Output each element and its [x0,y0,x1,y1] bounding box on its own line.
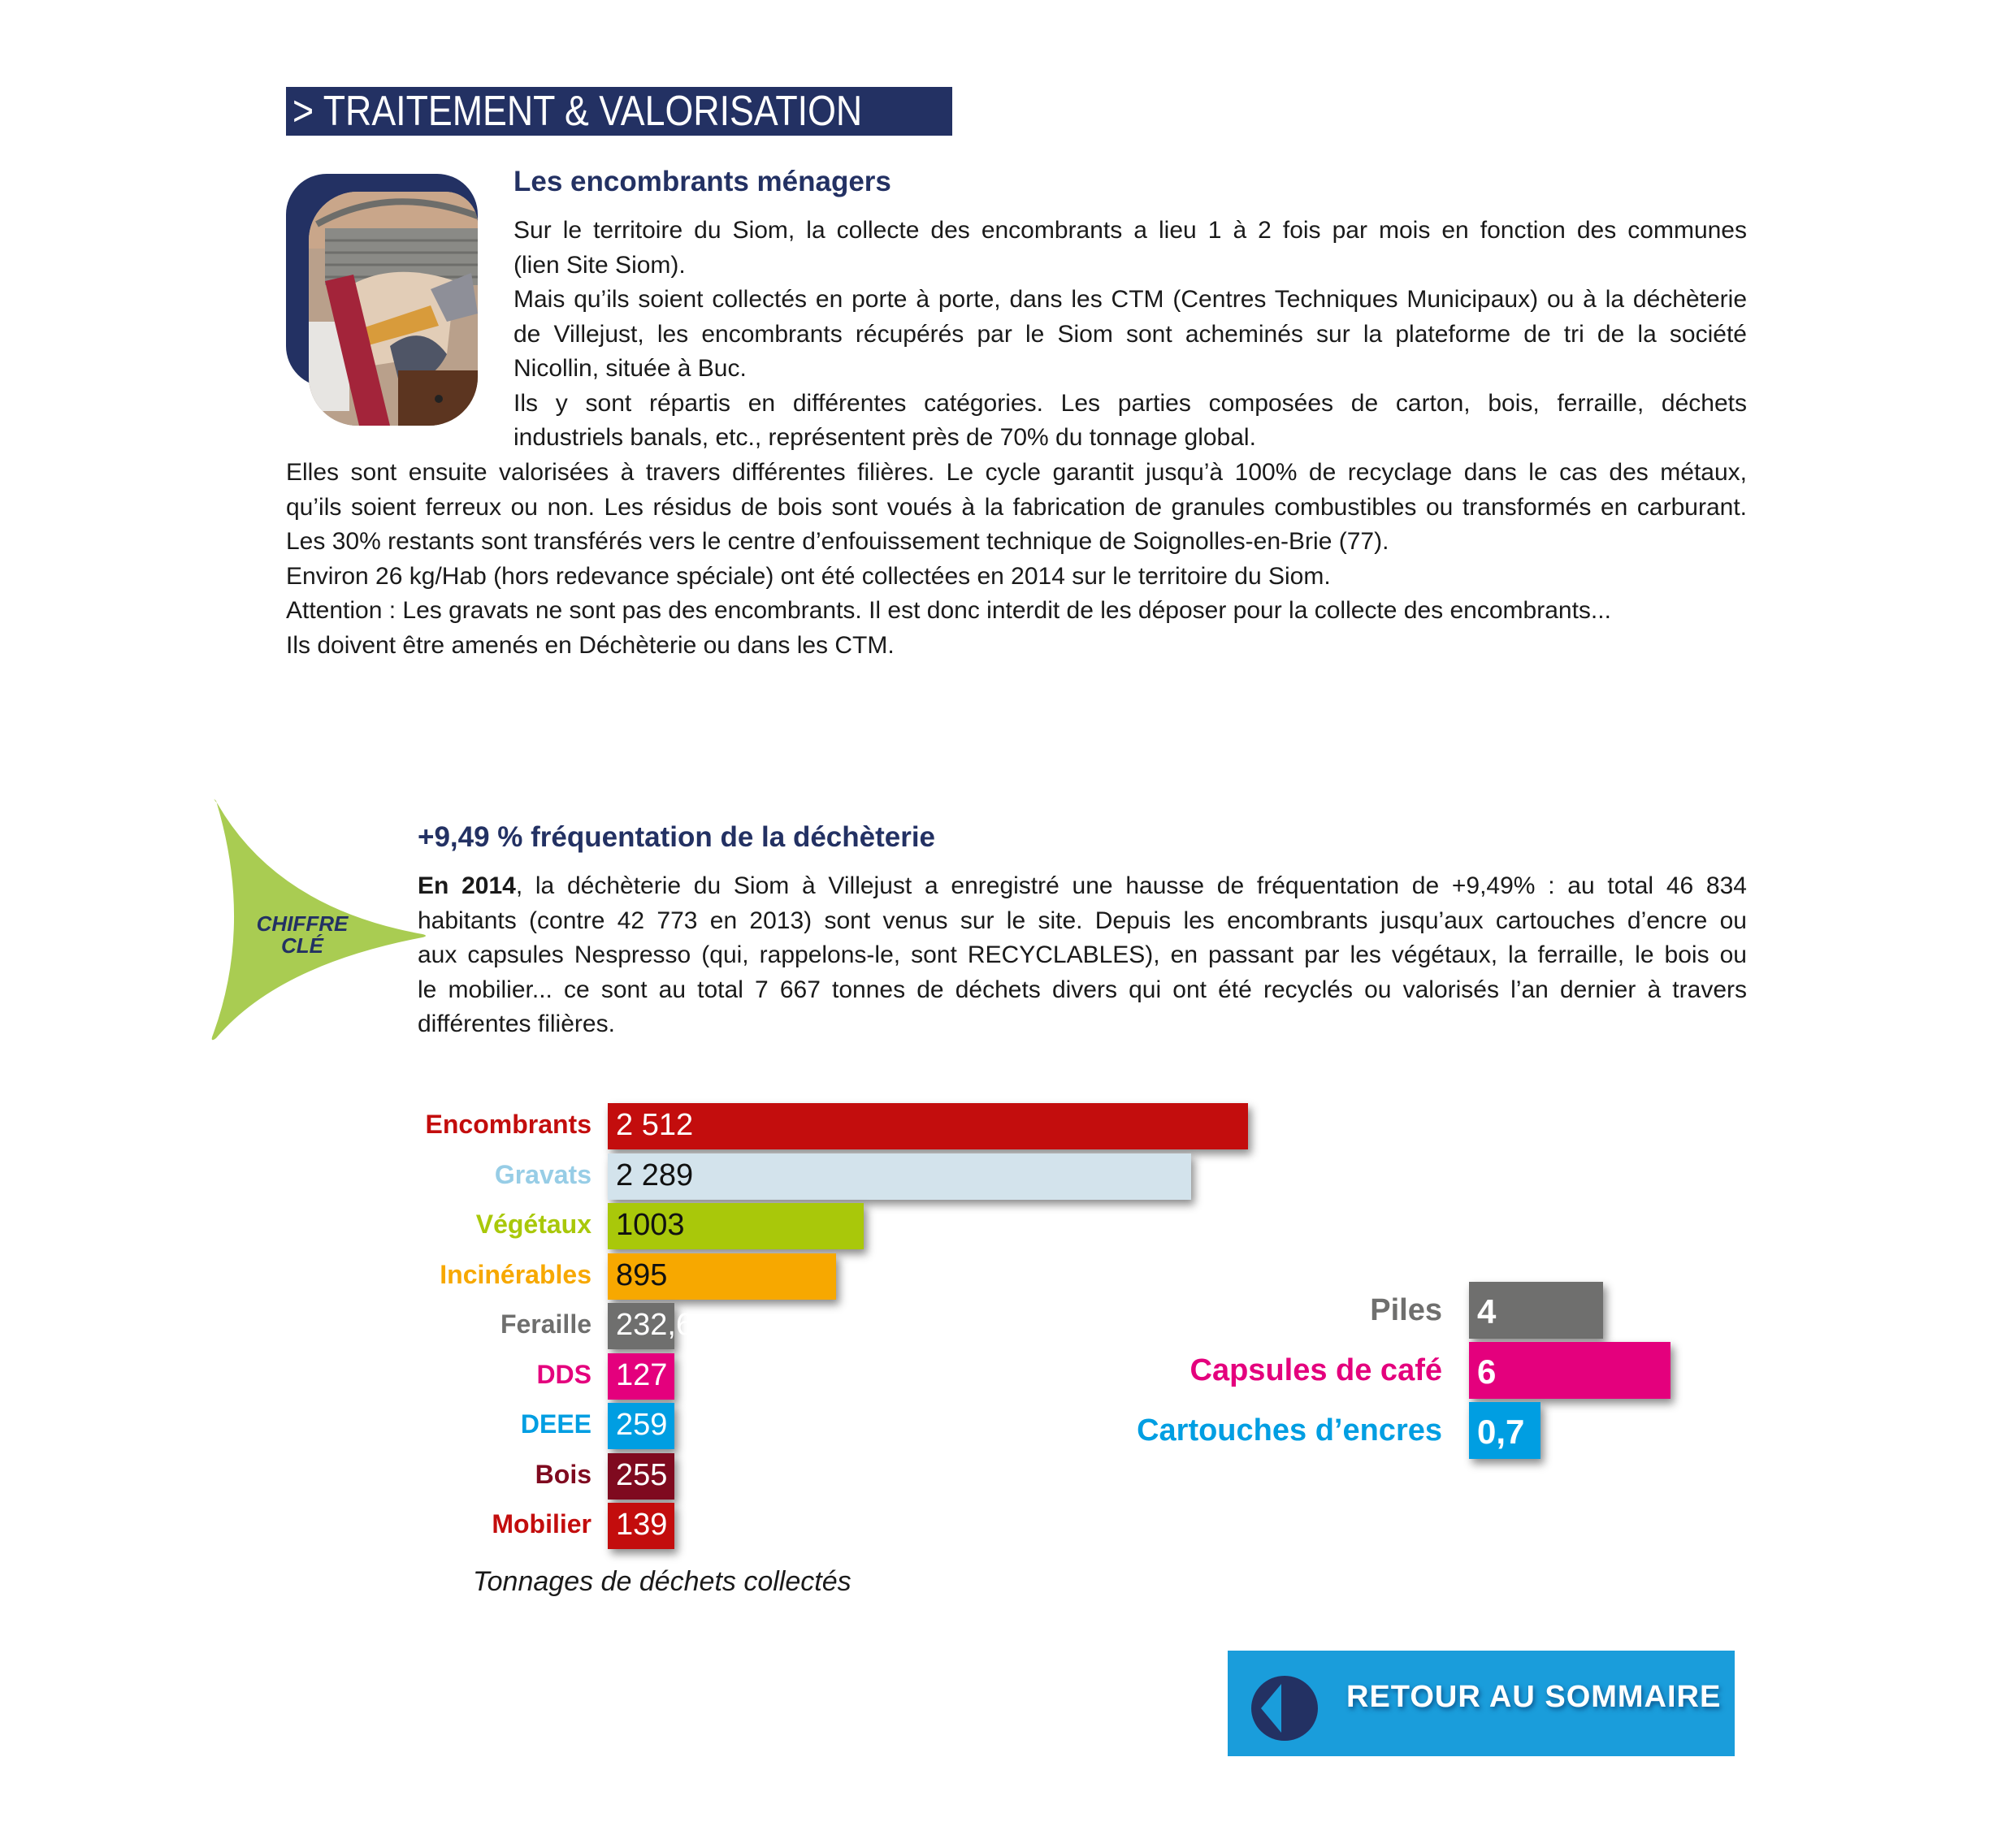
bar-value-label: 139 [616,1508,668,1542]
text-line: Ils y sont répartis en différentes catégories. Les parties composées de carton, bois, ferraille, déchets [514,389,1747,417]
bar-value-label: 6 [1477,1352,1497,1391]
bar-category-label: Capsules de café [1190,1353,1442,1387]
bar-category-label: Gravats [494,1159,592,1189]
bar-category-label: Incinérables [440,1259,592,1289]
badge-text-line1: CHIFFRE [256,911,349,936]
text-line: industriels banals, etc., représentent près de 70% du tonnage global. [514,424,1256,451]
text-line: aux capsules Nespresso (qui, rappelons-le, sont RECYCLABLES), en passant par les végétaux, la ferraille, le bois ou [418,941,1747,968]
bar-1 [1469,1342,1670,1399]
encombrants-paragraph [514,214,1747,456]
lead-rest: , la déchèterie du Siom à Villejust a enregistré une hausse de fréquentation de +9,49% : au total 46 834 [515,872,1747,899]
text-line: qu’ils soient ferreux ou non. Les résidus de bois sont voués à la fabrication de granules combustibles ou transformés en carburant. [286,493,1747,521]
text-line: Ils doivent être amenés en Déchèterie ou dans les CTM. [286,631,895,659]
bar-category-label: Piles [1370,1293,1442,1327]
text-line: Attention : Les gravats ne sont pas des encombrants. Il est donc interdit de les déposer pour la collecte des encombrants... [286,597,1611,624]
text-line: de Villejust, les encombrants récupérés par le Siom sont acheminés sur la plateforme de tri de la société [514,320,1747,348]
bar-value-label: 2 512 [616,1108,694,1142]
text-line: Environ 26 kg/Hab (hors redevance spéciale) ont été collectées en 2014 sur le territoire du Siom. [286,562,1331,590]
text-line: (lien Site Siom). [514,251,686,279]
text-line: Mais qu’ils soient collectés en porte à porte, dans les CTM (Centres Techniques Municipaux) ou à la déchèterie [514,286,1747,313]
bar-1 [608,1153,1191,1200]
text-line: Nicollin, située à Buc. [514,355,747,382]
bar-0 [608,1103,1248,1149]
subsection-title: Les encombrants ménagers [514,166,891,197]
encombrants-photo [286,174,478,426]
bar-category-label: DEEE [520,1409,592,1439]
bar-value-label: 1003 [616,1208,685,1242]
bar-value-label: 895 [616,1257,668,1292]
bar-category-label: Bois [535,1459,592,1489]
text-line: différentes filières. [418,1011,615,1037]
text-line: Les 30% restants sont transférés vers le centre d’enfouissement technique de Soignolles-en-Brie (77). [286,528,1389,555]
text-line: Sur le territoire du Siom, la collecte des encombrants a lieu 1 à 2 fois par mois en fonction des communes [514,217,1747,244]
bar-value-label: 127 [616,1357,668,1392]
section-header [286,87,952,136]
back-to-summary-label: RETOUR AU SOMMAIRE [1346,1680,1722,1714]
key-figure-title: +9,49 % fréquentation de la déchèterie [418,821,936,853]
key-figure-badge [205,794,432,1046]
bar-value-label: 259 [616,1408,668,1442]
bar-category-label: Encombrants [425,1110,592,1139]
bar-value-label: 0,7 [1477,1413,1525,1451]
bar-category-label: Mobilier [492,1509,592,1539]
bar-category-label: Feraille [500,1309,592,1339]
chart-caption: Tonnages de déchets collectés [473,1566,852,1597]
bulky-waste-picture [309,192,478,426]
bar-value-label: 232,6 [616,1308,694,1342]
text-line [418,869,1747,904]
encombrants-paragraph-continued [286,456,1747,663]
lead-year: En 2014 [418,872,516,899]
triangle-left-icon [1250,1675,1319,1742]
text-line: habitants (contre 42 773 en 2013) sont venus sur le site. Depuis les encombrants jusqu’aux cartouches d’encre ou [418,907,1747,934]
bar-value-label: 2 289 [616,1158,694,1192]
back-to-summary-button[interactable] [1228,1651,1735,1756]
bar-category-label: Cartouches d’encres [1137,1413,1442,1448]
text-line: le mobilier... ce sont au total 7 667 tonnes de déchets divers qui ont été recyclés ou valorisés l’an dernier à travers [418,976,1747,1003]
bar-value-label: 255 [616,1457,668,1492]
badge-text-line2: CLÉ [281,933,323,958]
section-title: > TRAITEMENT & VALORISATION [292,88,863,135]
text-line: Elles sont ensuite valorisées à travers différentes filières. Le cycle garantit jusqu’à 100% de recyclage dans le cas des métaux, [286,459,1747,486]
bar-category-label: DDS [536,1359,592,1389]
key-figure-paragraph [418,869,1747,1042]
bar-value-label: 4 [1477,1292,1497,1331]
bar-category-label: Végétaux [475,1210,592,1239]
